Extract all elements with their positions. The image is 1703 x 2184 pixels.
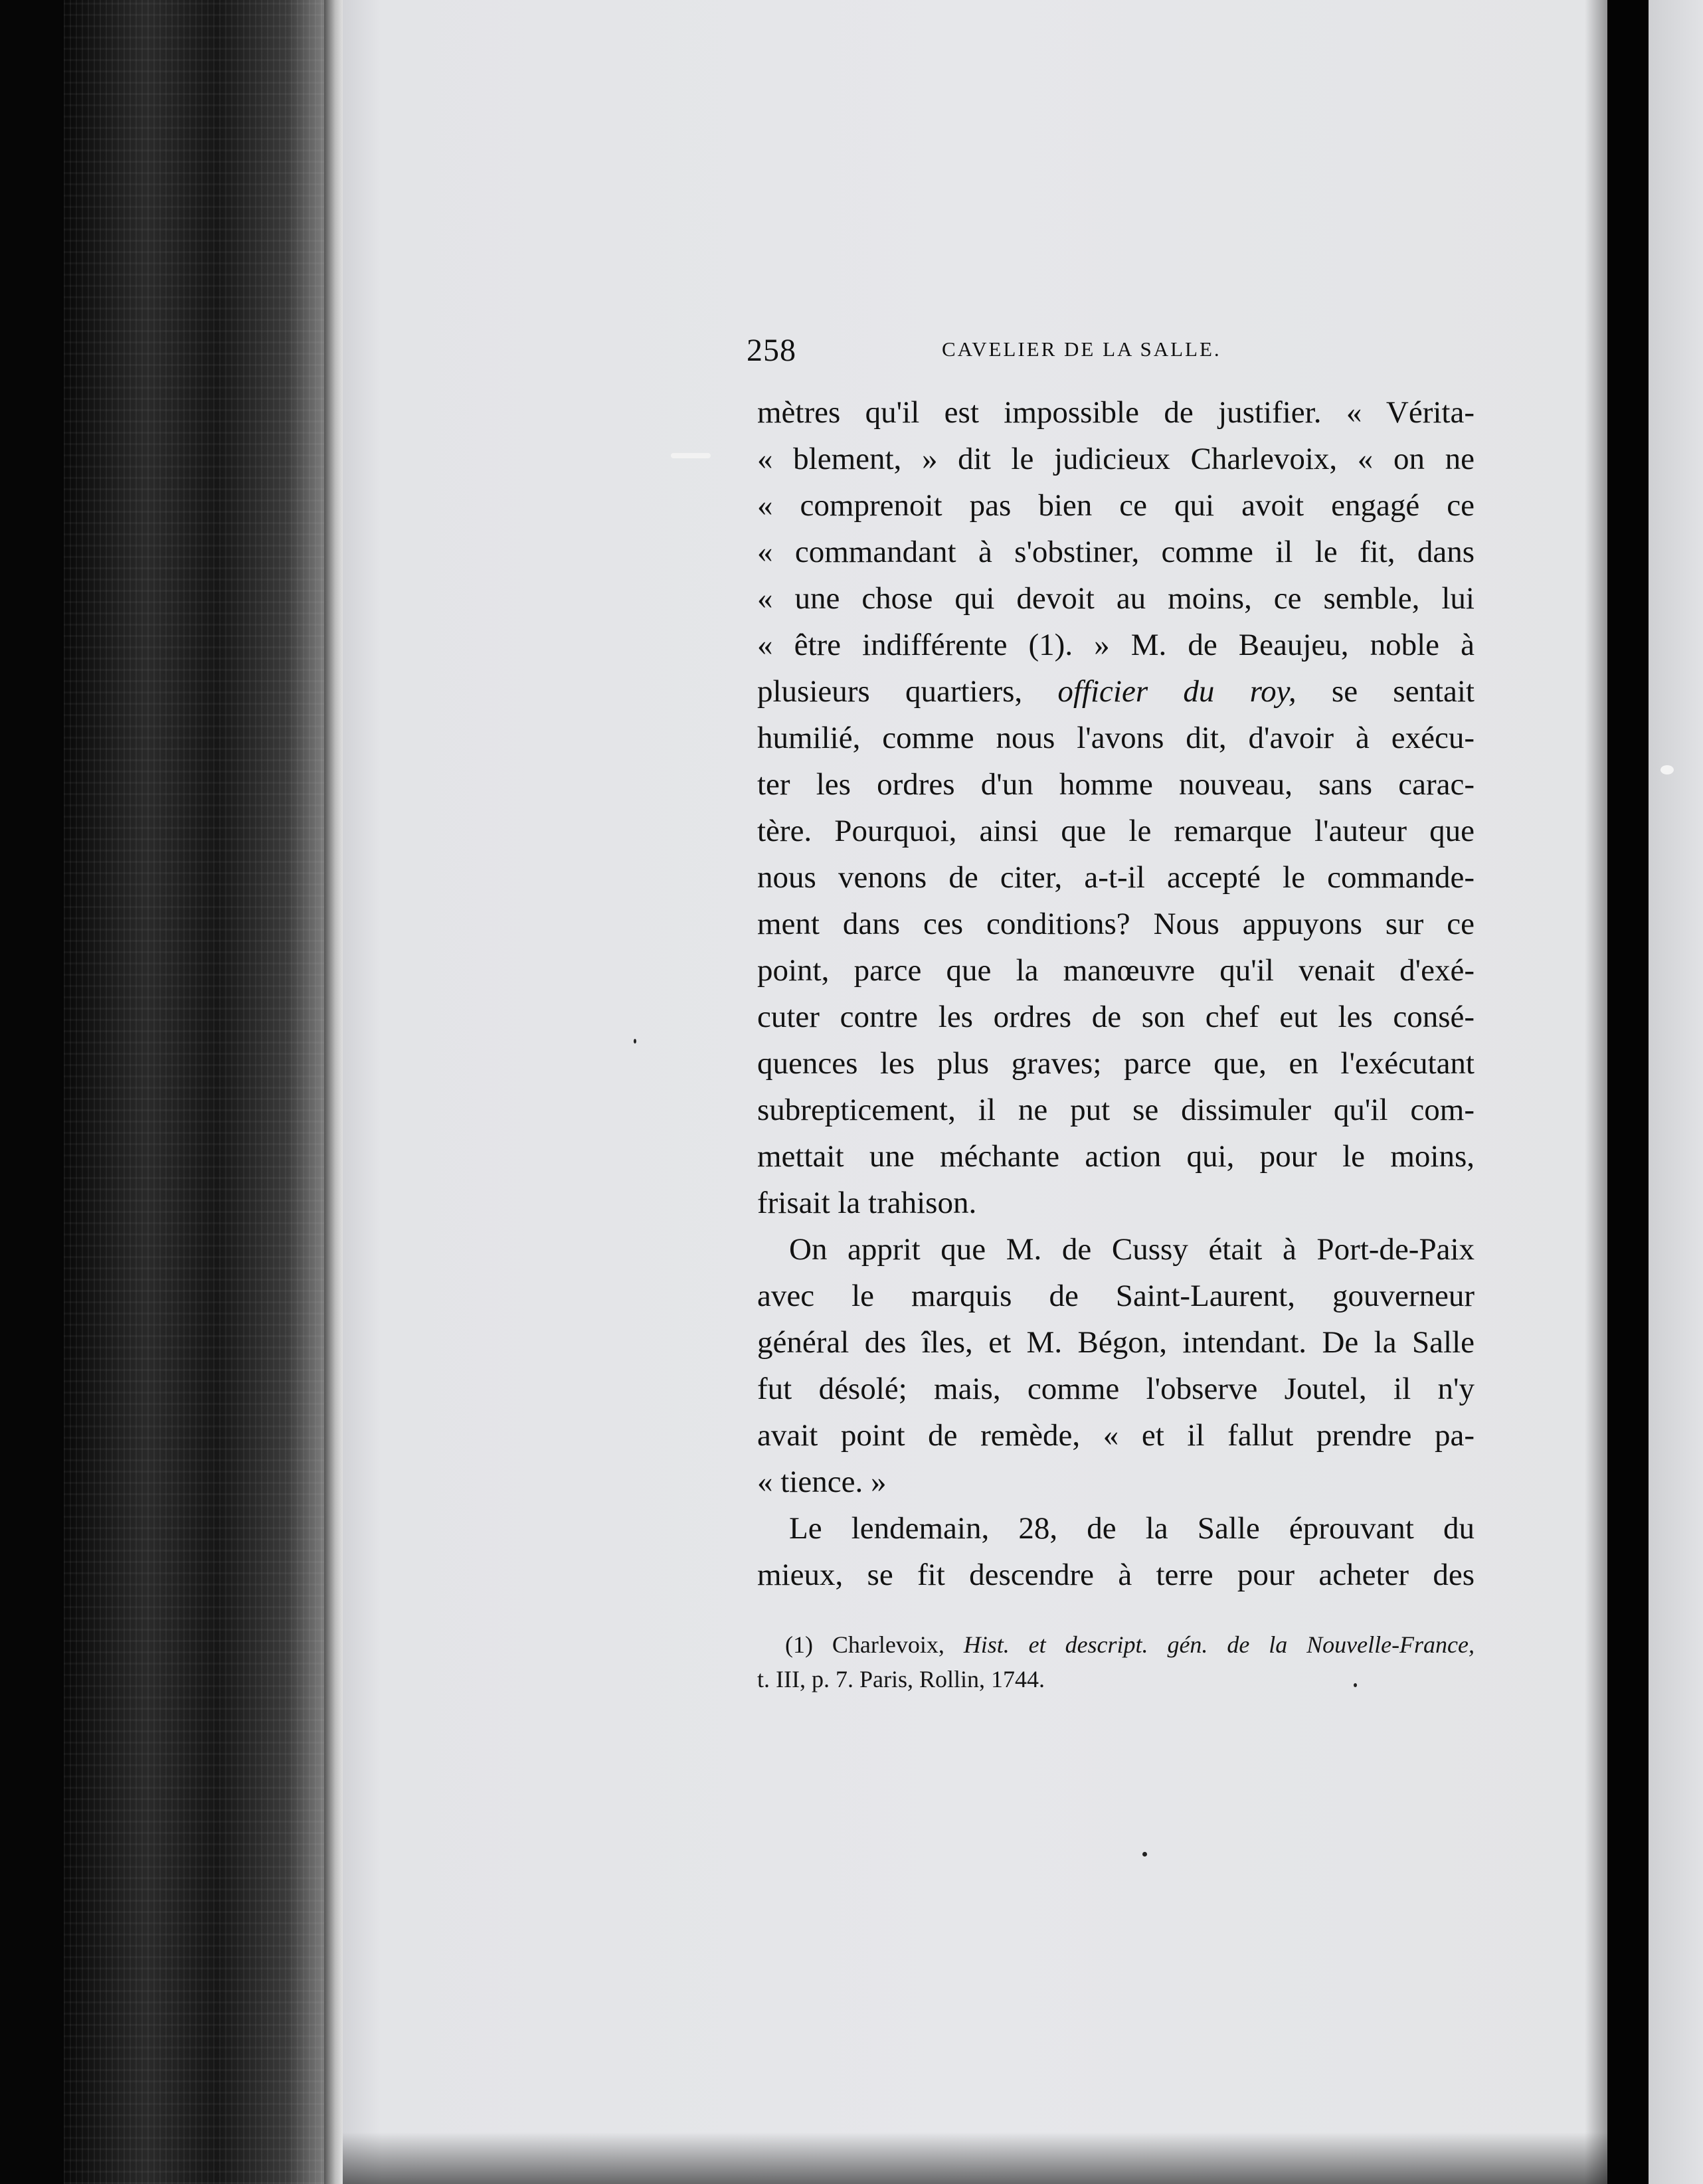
text-segment: se sentait — [1296, 674, 1475, 709]
footnote-line: t. III, p. 7. Paris, Rollin, 1744. — [757, 1666, 1045, 1692]
footnote-line — [757, 1627, 1475, 1662]
text-segment: plusieurs quartiers, — [757, 674, 1058, 709]
text-line: humilié, comme nous l'avons dit, d'avoir à exécu- — [757, 721, 1475, 755]
text-line: « être indifférente (1). » M. de Beaujeu, noble à — [757, 628, 1475, 662]
text-line: « blement, » dit le judicieux Charlevoix, « on ne — [757, 442, 1475, 476]
text-line: fut désolé; mais, comme l'observe Joutel, il n'y — [757, 1372, 1475, 1406]
body-text — [757, 389, 1475, 1598]
text-line: ment dans ces conditions? Nous appuyons sur ce — [757, 907, 1475, 941]
text-line: cuter contre les ordres de son chef eut les consé- — [757, 1000, 1475, 1034]
text-line-with-italic — [757, 668, 1475, 715]
footnote-title: Hist. et descript. gén. de la Nouvelle-France, — [963, 1631, 1475, 1658]
text-line: mètres qu'il est impossible de justifier. « Vérita- — [757, 395, 1475, 430]
text-line: nous venons de citer, a-t-il accepté le commande- — [757, 860, 1475, 895]
page-shadow — [1585, 0, 1607, 2184]
text-line: frisait la trahison. — [757, 1186, 977, 1220]
text-line: avec le marquis de Saint-Laurent, gouverneur — [757, 1279, 1475, 1313]
text-line: mettait une méchante action qui, pour le moins, — [757, 1139, 1475, 1174]
footnote — [757, 1627, 1475, 1696]
text-line: mieux, se fit descendre à terre pour acheter des — [757, 1558, 1475, 1592]
italic-phrase: officier du roy, — [1057, 674, 1297, 709]
text-line: quences les plus graves; parce que, en l'exécutant — [757, 1046, 1475, 1081]
running-title: CAVELIER DE LA SALLE. — [942, 337, 1221, 361]
text-line-paragraph-start: On apprit que M. de Cussy était à Port-de-Paix — [789, 1232, 1475, 1267]
text-line: avait point de remède, « et il fallut prendre pa- — [757, 1418, 1475, 1453]
text-line: point, parce que la manœuvre qu'il venait d'exé- — [757, 953, 1475, 988]
text-line: général des îles, et M. Bégon, intendant. De la Salle — [757, 1325, 1475, 1360]
book-fore-edge — [64, 0, 343, 2184]
text-line: subrepticement, il ne put se dissimuler qu'il com- — [757, 1093, 1475, 1127]
page-edge-strip — [324, 0, 343, 2184]
running-head — [747, 332, 1315, 379]
scan-speck — [634, 1039, 636, 1044]
text-line: tère. Pourquoi, ainsi que le remarque l'auteur que — [757, 814, 1475, 848]
text-line: « une chose qui devoit au moins, ce semble, lui — [757, 581, 1475, 616]
scan-speck — [671, 453, 711, 458]
page-bottom-shadow — [343, 2132, 1607, 2184]
text-line: ter les ordres d'un homme nouveau, sans carac- — [757, 767, 1475, 802]
page-number: 258 — [747, 333, 796, 368]
scan-speck — [1660, 765, 1674, 774]
text-line-paragraph-start: Le lendemain, 28, de la Salle éprouvant du — [789, 1511, 1475, 1546]
footnote-author: Charlevoix, — [832, 1631, 944, 1658]
footnote-marker: (1) — [785, 1631, 813, 1658]
book-gutter — [1607, 0, 1649, 2184]
text-line: « tience. » — [757, 1465, 887, 1499]
scan-speck — [1142, 1852, 1147, 1857]
facing-page-edge — [1649, 0, 1703, 2184]
text-line: « commandant à s'obstiner, comme il le fit, dans — [757, 535, 1475, 569]
text-line: « comprenoit pas bien ce qui avoit engagé ce — [757, 488, 1475, 523]
